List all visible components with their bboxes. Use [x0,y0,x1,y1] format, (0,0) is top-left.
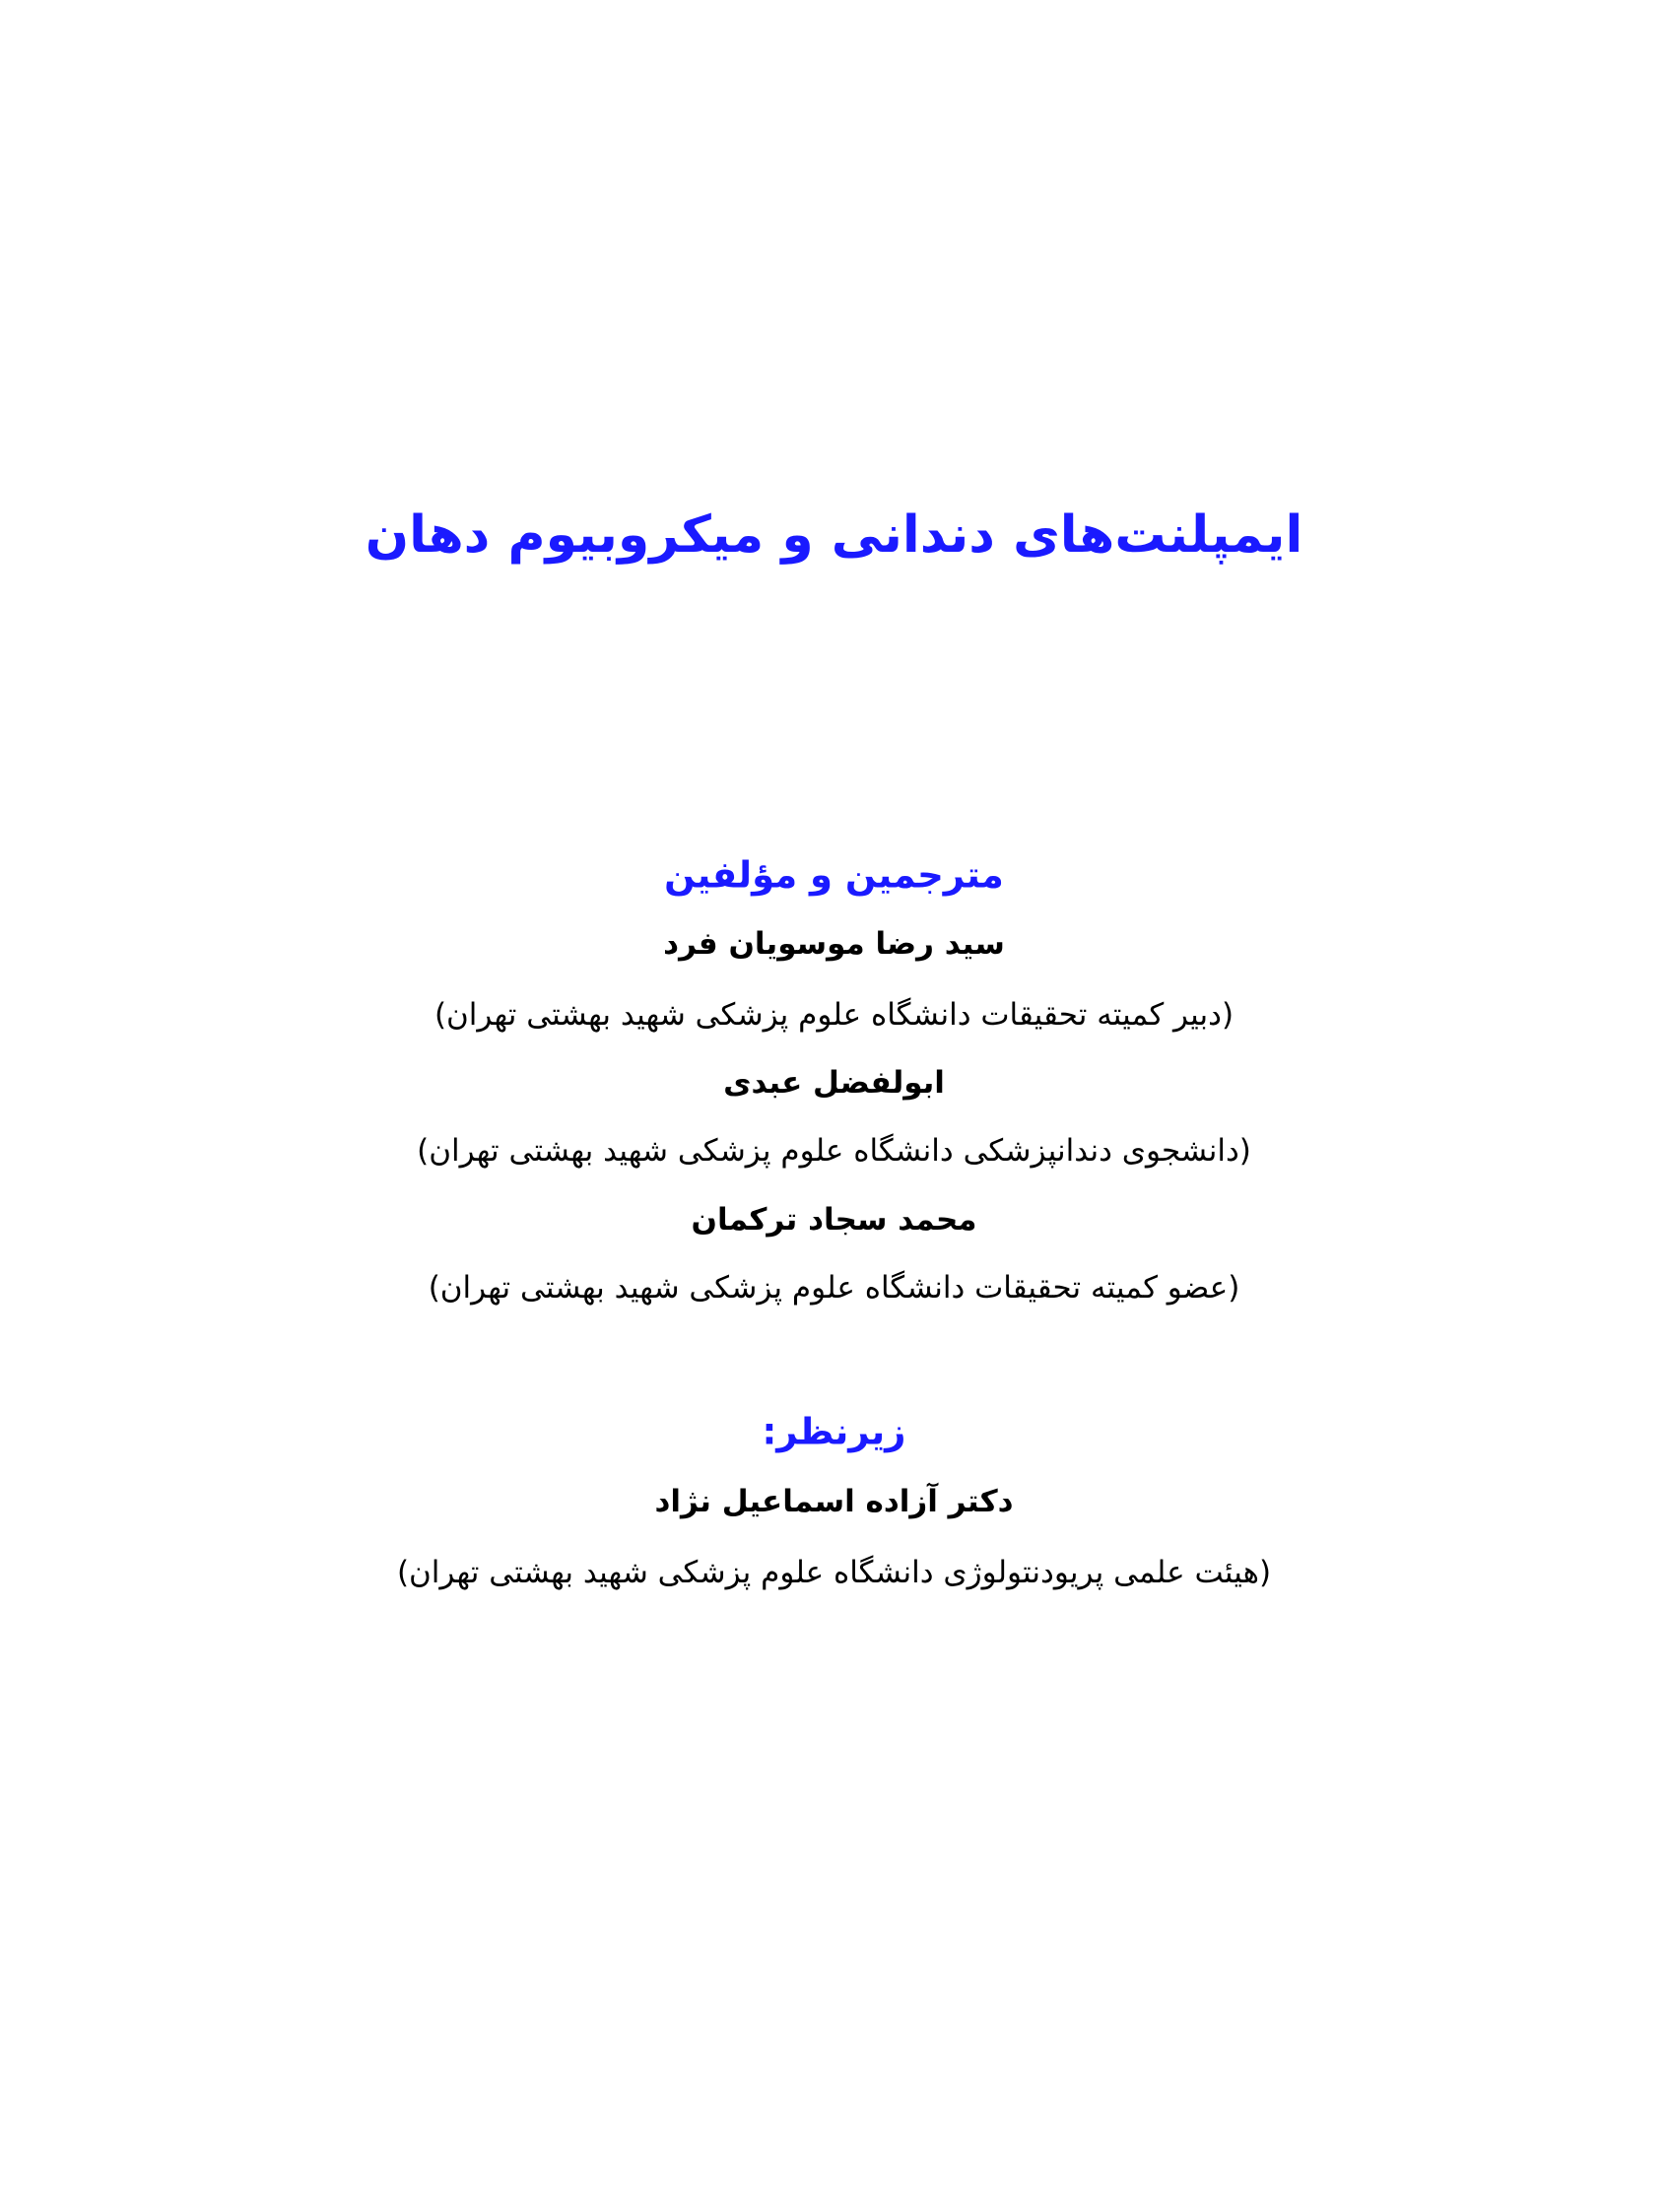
author-2-affiliation: (دانشجوی دندانپزشکی دانشگاه علوم پزشکی شهید بهشتی تهران) [417,1133,1251,1169]
book-title: ایمپلنت‌های دندانی و میکروبیوم دهان [365,505,1303,565]
author-2-name: ابولفضل عبدی [723,1065,945,1101]
supervisor-affiliation: (هیئت علمی پریودنتولوژی دانشگاه علوم پزشکی شهید بهشتی تهران) [396,1555,1272,1590]
author-3-name: محمد سجاد ترکمان [691,1202,977,1238]
supervisor-name: دکتر آزاده اسماعیل نژاد [654,1484,1014,1519]
author-1-affiliation: (دبیر کمیته تحقیقات دانشگاه علوم پزشکی شهید بهشتی تهران) [434,997,1234,1033]
author-1-name: سید رضا موسویان فرد [663,926,1005,962]
authors-heading: مترجمین و مؤلفین [664,853,1004,897]
author-3-affiliation: (عضو کمیته تحقیقات دانشگاه علوم پزشکی شهید بهشتی تهران) [428,1270,1240,1306]
supervisor-heading: زیرنظر: [762,1410,906,1453]
